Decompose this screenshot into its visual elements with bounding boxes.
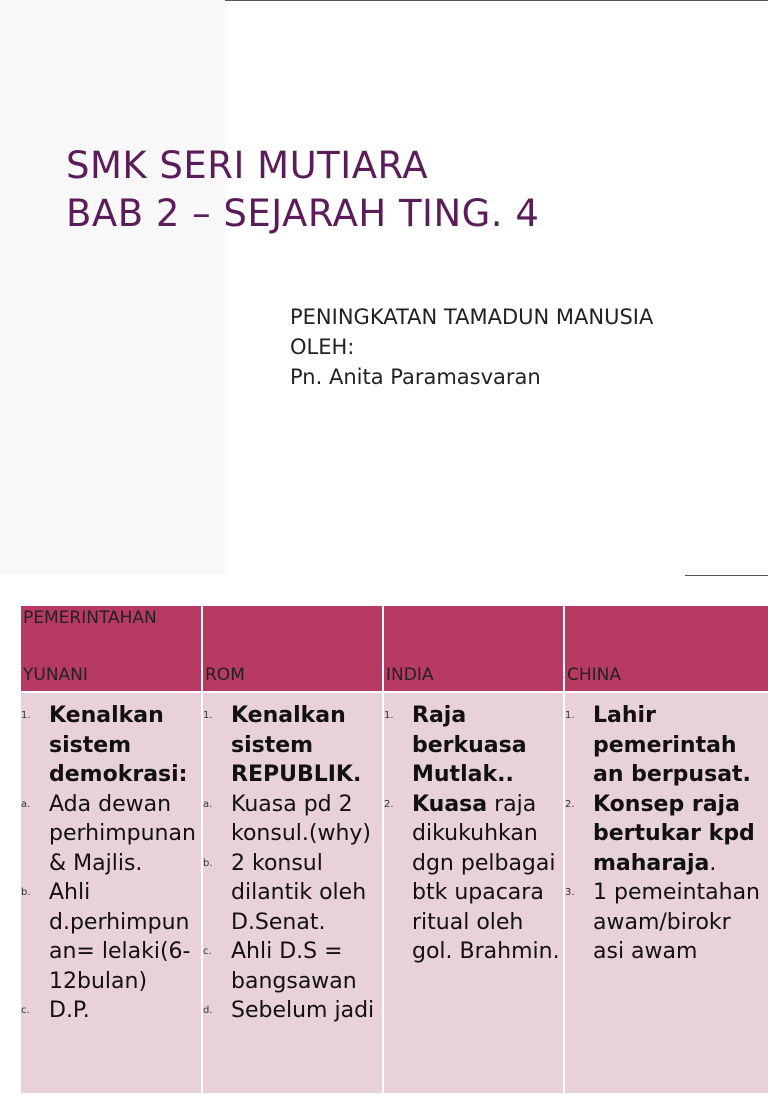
table-header-row bbox=[20, 605, 768, 692]
header-china bbox=[564, 605, 768, 692]
list-item bbox=[21, 996, 201, 1026]
slide-shadow bbox=[0, 0, 225, 575]
list-item bbox=[384, 701, 563, 790]
list-item bbox=[384, 790, 563, 967]
list-marker: b. bbox=[21, 887, 31, 898]
list-marker: 2. bbox=[384, 798, 394, 810]
item-list bbox=[21, 693, 201, 1026]
header-label: CHINA bbox=[567, 665, 622, 685]
item-text: raja dikukuhkan dgn pelbagai btk upacara ritual oleh gol. Brahmin. bbox=[412, 791, 560, 964]
header-pemerintahan: PEMERINTAHAN bbox=[23, 608, 157, 628]
item-bold-text: Konsep raja bertukar kpd maharaja bbox=[593, 791, 755, 876]
cell-yunani bbox=[20, 692, 202, 1094]
subtitle-line-3: Pn. Anita Paramasvaran bbox=[290, 365, 541, 389]
title-line-2: BAB 2 – SEJARAH TING. 4 bbox=[66, 192, 540, 235]
list-marker: 1. bbox=[203, 710, 213, 721]
list-item bbox=[203, 937, 382, 996]
item-text: D.P. bbox=[49, 998, 90, 1023]
title-slide bbox=[225, 1, 768, 575]
item-bold-text: Kuasa bbox=[412, 791, 488, 817]
header-india bbox=[383, 605, 564, 692]
header-label: INDIA bbox=[386, 665, 434, 685]
slide-title bbox=[66, 142, 539, 238]
comparison-table bbox=[19, 604, 768, 1095]
item-text: Ahli D.S = bangsawan bbox=[231, 939, 357, 994]
list-marker: 3. bbox=[565, 887, 575, 898]
subtitle-line-2: OLEH: bbox=[290, 335, 355, 359]
item-list bbox=[565, 693, 768, 967]
item-bold-text: Raja berkuasa Mutlak.. bbox=[412, 703, 527, 787]
list-marker: c. bbox=[21, 1005, 30, 1016]
item-text: Sebelum jadi bbox=[231, 998, 375, 1023]
list-item bbox=[565, 701, 768, 790]
list-marker: 1. bbox=[565, 710, 575, 721]
list-item bbox=[565, 878, 768, 967]
list-marker: c. bbox=[203, 946, 212, 957]
list-marker: 1. bbox=[384, 710, 394, 721]
item-bold-text: Kenalkan sistem REPUBLIK. bbox=[231, 703, 362, 787]
table-slide bbox=[0, 577, 768, 1024]
header-label: YUNANI bbox=[23, 665, 88, 685]
list-marker: 1. bbox=[21, 710, 31, 721]
item-list bbox=[203, 693, 382, 1026]
list-item bbox=[21, 701, 201, 790]
side-rule bbox=[685, 575, 768, 576]
cell-india bbox=[383, 692, 564, 1094]
item-text: 1 pemeintahan awam/birokr asi awam bbox=[593, 880, 760, 964]
item-text: . bbox=[709, 850, 717, 876]
item-text: Kuasa pd 2 konsul.(why) bbox=[231, 791, 371, 846]
header-label: ROM bbox=[205, 665, 245, 685]
subtitle-line-1: PENINGKATAN TAMADUN MANUSIA bbox=[290, 305, 654, 329]
list-item bbox=[203, 701, 382, 790]
item-text: 2 konsul dilantik oleh D.Senat. bbox=[231, 850, 367, 935]
item-text: Ada dewan perhimpunan & Majlis. bbox=[49, 791, 196, 876]
list-marker: a. bbox=[21, 798, 31, 810]
item-list bbox=[384, 693, 563, 967]
item-bold-text: Kenalkan sistem demokrasi: bbox=[49, 703, 188, 787]
list-marker: b. bbox=[203, 857, 213, 869]
item-text: Ahli d.perhimpun an= lelaki(6-12bulan) bbox=[49, 880, 191, 994]
header-rom bbox=[202, 605, 383, 692]
item-bold-text: Lahir pemerintah an berpusat. bbox=[593, 703, 751, 787]
list-marker: a. bbox=[203, 798, 213, 810]
cell-rom bbox=[202, 692, 383, 1094]
table-row bbox=[20, 692, 768, 1094]
list-item bbox=[203, 849, 382, 938]
list-marker: 2. bbox=[565, 798, 575, 810]
list-item bbox=[565, 790, 768, 879]
list-item bbox=[21, 878, 201, 996]
list-item bbox=[203, 790, 382, 849]
list-item bbox=[203, 996, 382, 1026]
list-marker: d. bbox=[203, 1005, 213, 1016]
list-item bbox=[21, 790, 201, 879]
slide-subtitle bbox=[290, 302, 653, 392]
header-yunani bbox=[20, 605, 202, 692]
title-line-1: SMK SERI MUTIARA bbox=[66, 144, 429, 187]
cell-china bbox=[564, 692, 768, 1094]
